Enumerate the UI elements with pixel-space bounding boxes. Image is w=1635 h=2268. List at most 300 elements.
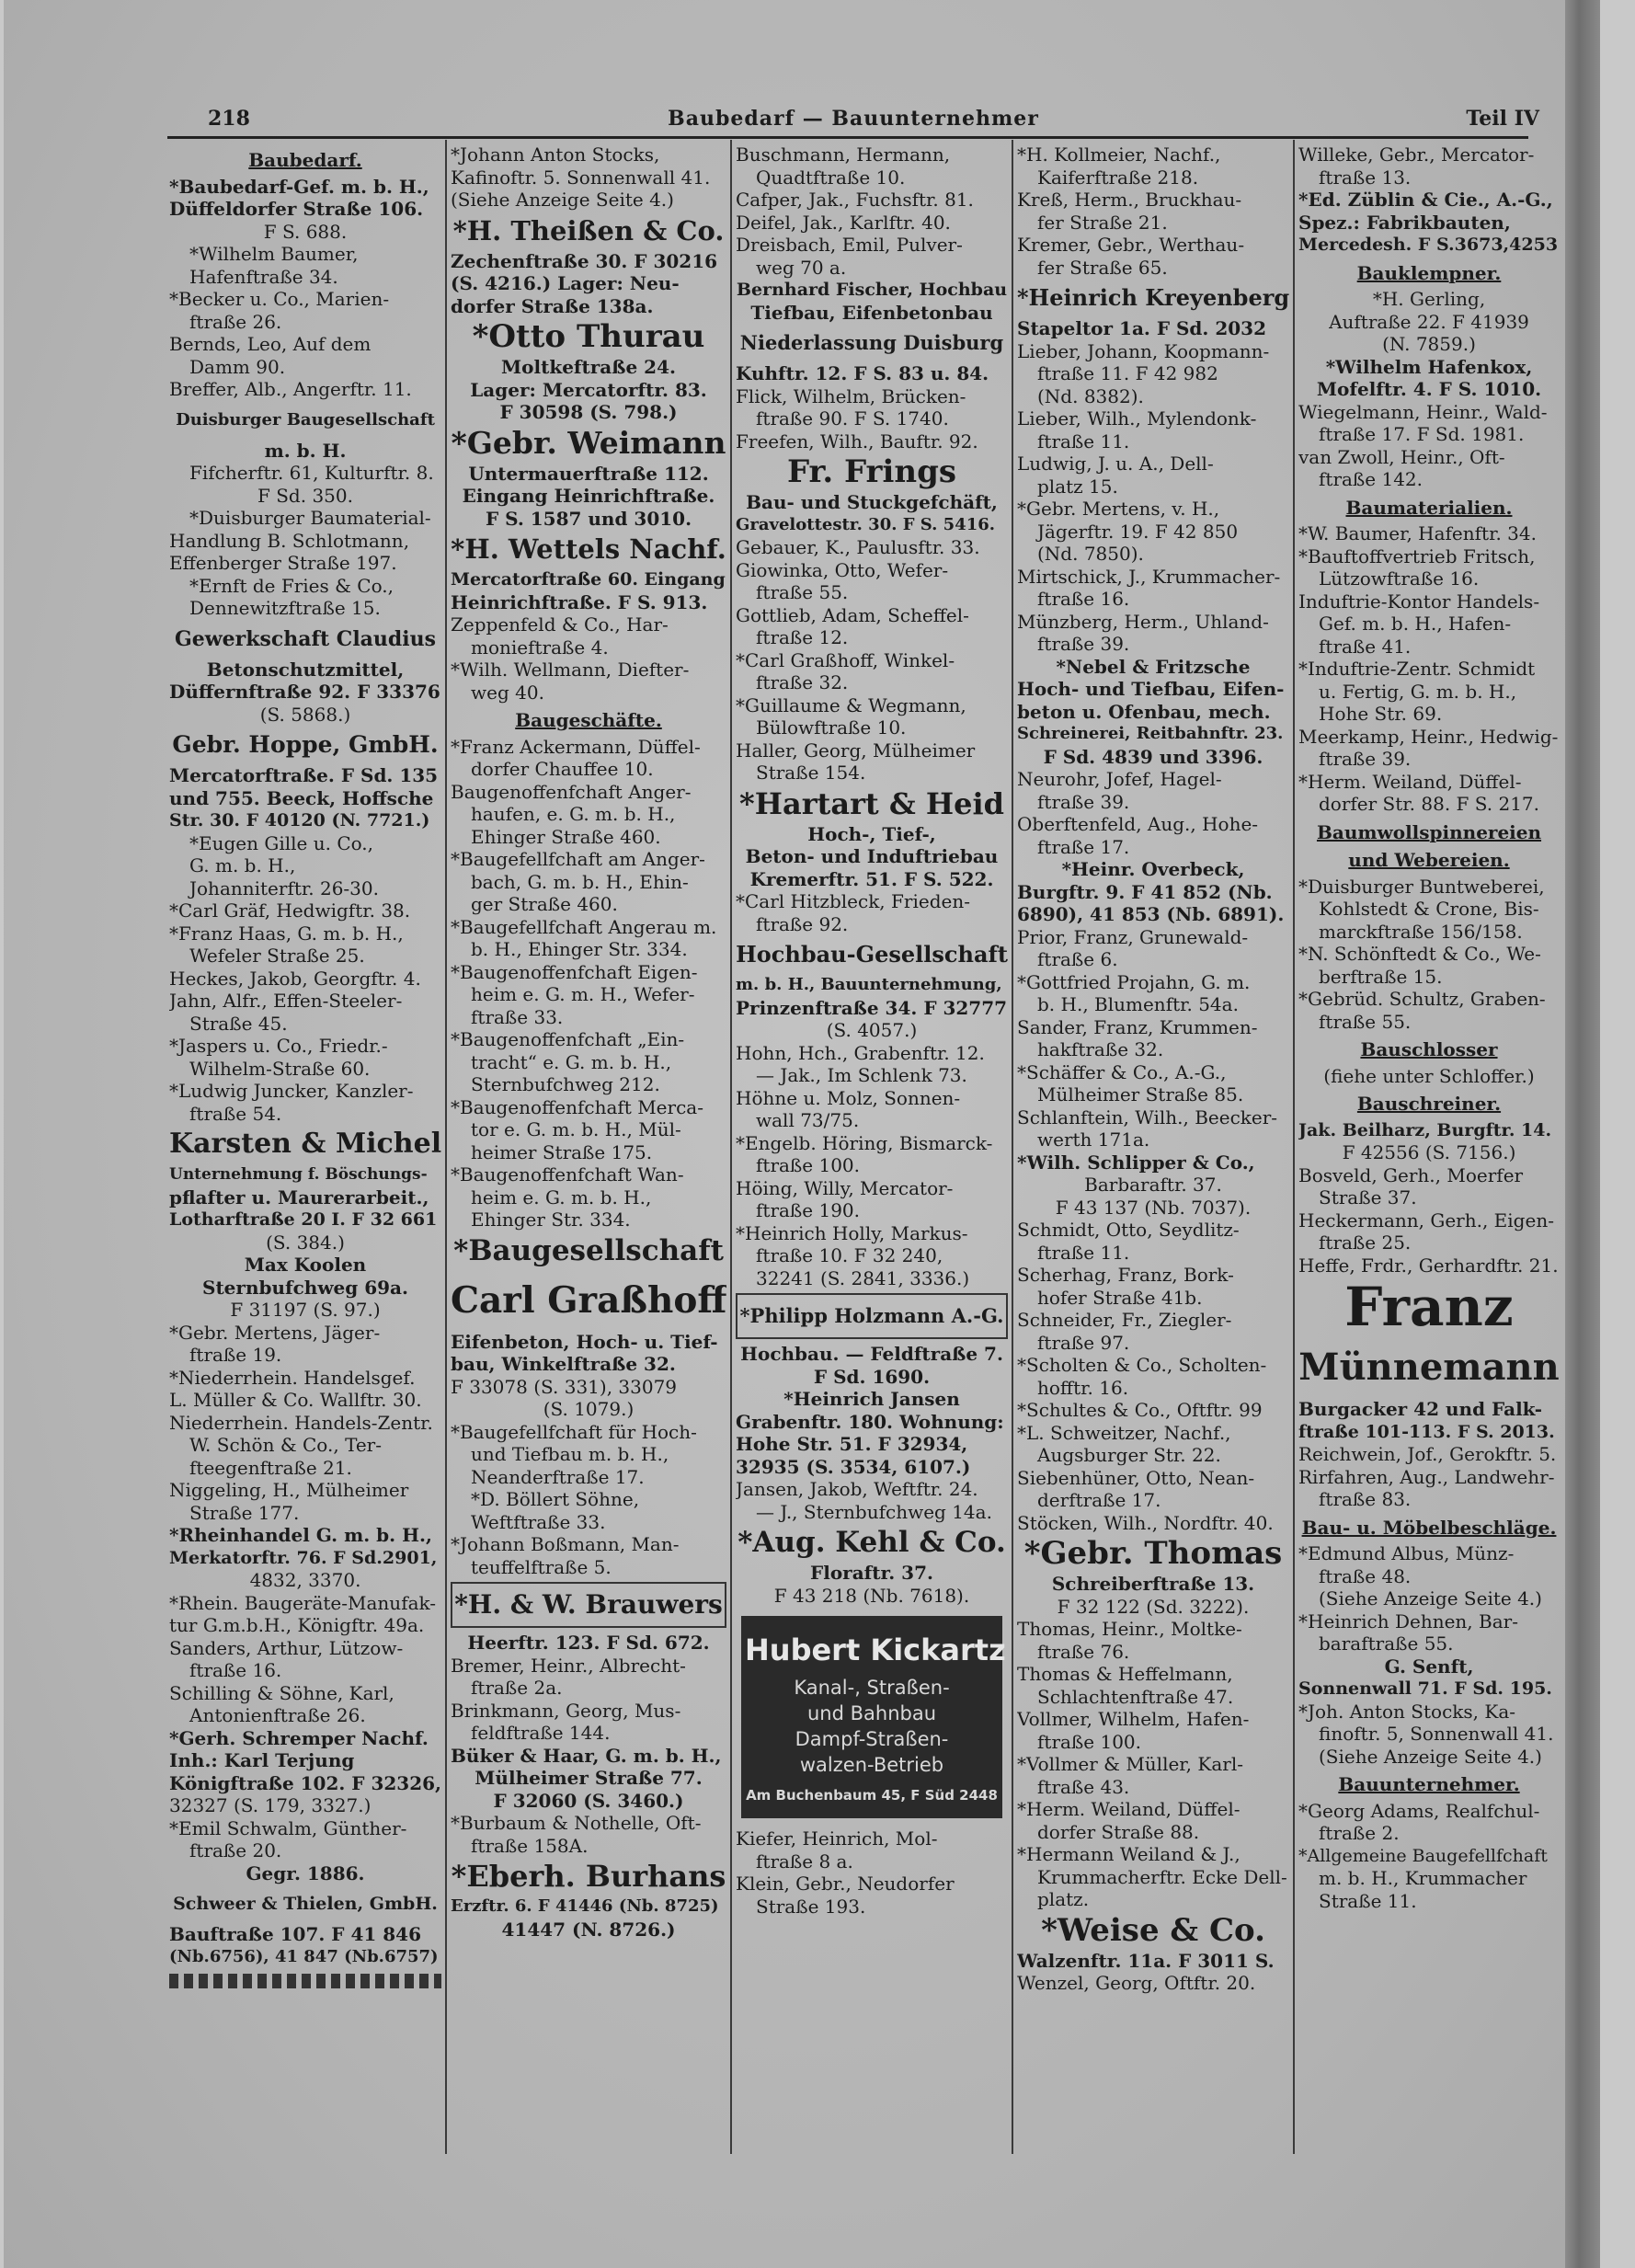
- directory-entry-line: Heerftr. 123. F Sd. 672.: [467, 1632, 710, 1654]
- directory-entry-line: Merkatorftr. 76. F Sd.2901,: [169, 1547, 438, 1568]
- section-label: Teil IV: [1466, 107, 1539, 131]
- directory-entry-line: Gravelottestr. 30. F S. 5416.: [736, 514, 996, 534]
- directory-entry-line: *Becker u. Co., Marien-: [169, 288, 390, 310]
- directory-entry-line: F Sd. 4839 und 3396.: [1043, 745, 1263, 768]
- column-divider: [730, 140, 732, 2154]
- directory-entry-line: heim e. G. m. b. H.,: [471, 1186, 652, 1208]
- column-1: [169, 143, 441, 2153]
- directory-entry-line: bau, Winkelftraße 32.: [451, 1353, 676, 1375]
- directory-entry-line: *Herm. Weiland, Düffel-: [1017, 1798, 1241, 1820]
- directory-entry-line: F 32 122 (Sd. 3222).: [1057, 1595, 1250, 1618]
- column-divider: [445, 140, 447, 2154]
- directory-entry-line: haufen, e. G. m. b. H.,: [471, 803, 676, 825]
- directory-entry-line: Prinzenftraße 34. F 32777: [736, 996, 1008, 1019]
- directory-entry-line: *W. Baumer, Hafenftr. 34.: [1298, 522, 1537, 544]
- directory-entry-line: dorfer Straße 88.: [1037, 1820, 1200, 1843]
- directory-entry-line: ftraße 17. F Sd. 1981.: [1319, 423, 1525, 445]
- directory-entry-line: ftraße 19.: [189, 1344, 282, 1366]
- directory-entry-line: Bernds, Leo, Auf dem: [169, 333, 372, 355]
- display-ad-name: Duisburger Baugesellschaft: [176, 409, 435, 430]
- ad-line: Dampf-Straßen-: [795, 1728, 949, 1750]
- directory-entry-line: Eifenbeton, Hoch- u. Tief-: [451, 1330, 718, 1353]
- section-heading: und Webereien.: [1348, 849, 1510, 871]
- directory-page: [4, 0, 1600, 2268]
- directory-entry-line: Heckermann, Gerh., Eigen-: [1298, 1208, 1554, 1231]
- directory-entry-line: ftraße 39.: [1319, 748, 1412, 770]
- directory-entry-line: ftraße 16.: [189, 1659, 282, 1681]
- directory-entry-line: W. Schön & Co., Ter-: [189, 1434, 383, 1456]
- directory-entry-line: Barbaraftr. 37.: [1084, 1174, 1222, 1196]
- directory-entry-line: *Scholten & Co., Scholten-: [1017, 1354, 1267, 1376]
- directory-entry-line: Zeppenfeld & Co., Har-: [451, 613, 669, 636]
- section-heading: Bau- u. Möbelbeschläge.: [1301, 1516, 1557, 1539]
- directory-entry-line: (S. 5868.): [259, 703, 351, 726]
- directory-entry-line: Niggeling, H., Mülheimer: [169, 1479, 409, 1501]
- directory-entry-line: Erzftr. 6. F 41446 (Nb. 8725): [451, 1896, 719, 1916]
- directory-entry-line: Giowinka, Otto, Wefer-: [736, 558, 949, 581]
- directory-entry-line: Mülheimer Straße 77.: [474, 1767, 703, 1789]
- column-2: [451, 143, 726, 2153]
- directory-entry-line: Straße 193.: [756, 1895, 866, 1918]
- directory-entry-line: *Gebrüd. Schultz, Graben-: [1298, 988, 1546, 1010]
- directory-entry-line: *Baubedarf-Gef. m. b. H.,: [169, 175, 429, 198]
- directory-entry-line: *Heinrich Dehnen, Bar-: [1298, 1609, 1518, 1632]
- page-number: 218: [208, 107, 250, 131]
- directory-entry-line: (fiehe unter Schloffer.): [1323, 1064, 1535, 1087]
- directory-entry-line: m. b. H., Krummacher: [1319, 1867, 1527, 1889]
- directory-entry-line: *Gerh. Schremper Nachf.: [169, 1726, 429, 1749]
- directory-entry-line: van Zwoll, Heinr., Oft-: [1298, 445, 1505, 468]
- directory-entry-line: Kohlstedt & Crone, Bis-: [1319, 898, 1539, 920]
- display-ad-name: *Gebr. Weimann: [451, 424, 726, 461]
- directory-entry-line: Schneider, Fr., Ziegler-: [1017, 1309, 1232, 1331]
- directory-entry-line: *Schultes & Co., Oftftr. 99: [1017, 1399, 1263, 1421]
- directory-entry-line: *Rheinhandel G. m. b. H.,: [169, 1524, 432, 1546]
- directory-entry-line: *Engelb. Höring, Bismarck-: [736, 1131, 993, 1154]
- directory-entry-line: ftraße 13.: [1319, 166, 1412, 189]
- directory-entry-line: *Heinr. Overbeck,: [1061, 858, 1245, 880]
- directory-entry-line: 32241 (S. 2841, 3336.): [756, 1266, 970, 1289]
- directory-entry-line: Wilhelm-Straße 60.: [189, 1057, 371, 1080]
- directory-entry-line: F 43 137 (Nb. 7037).: [1055, 1196, 1252, 1219]
- directory-entry-line: Tiefbau, Eifenbetonbau: [750, 301, 993, 324]
- directory-entry-line: ftraße 10. F 32 240,: [756, 1244, 943, 1266]
- ad-address: Am Buchenbaum 45, F Süd 2448: [746, 1787, 998, 1804]
- directory-entry-line: ftraße 33.: [471, 1005, 564, 1028]
- directory-entry-line: Mercatorftraße. F Sd. 135: [169, 764, 439, 786]
- directory-entry-line: Burgacker 42 und Falk-: [1298, 1398, 1543, 1420]
- directory-entry-line: Düffernftraße 92. F 33376: [169, 681, 440, 703]
- directory-entry-line: ftraße 190.: [756, 1199, 861, 1221]
- directory-entry-line: Kaiferftraße 218.: [1037, 166, 1199, 189]
- directory-entry-line: *Rhein. Baugeräte-Manufak-: [169, 1591, 437, 1614]
- directory-entry-line: weg 70 a.: [756, 256, 847, 279]
- directory-entry-line: *Duisburger Buntweberei,: [1298, 875, 1545, 898]
- directory-entry-line: Kafinoftr. 5. Sonnenwall 41.: [451, 166, 711, 189]
- directory-entry-line: finoftr. 5, Sonnenwall 41.: [1319, 1723, 1554, 1745]
- directory-entry-line: Kreß, Herm., Bruckhau-: [1017, 189, 1242, 211]
- directory-entry-line: ftraße 54.: [189, 1102, 282, 1125]
- directory-entry-line: *Burbaum & Nothelle, Oft-: [451, 1812, 702, 1834]
- display-ad-name: Karsten & Michel: [169, 1128, 441, 1160]
- directory-entry-line: Prior, Franz, Grunewald-: [1017, 925, 1249, 948]
- directory-entry-line: Klein, Gebr., Neudorfer: [736, 1873, 955, 1895]
- directory-entry-line: Schilling & Söhne, Karl,: [169, 1681, 394, 1704]
- directory-entry-line: Königftraße 102. F 32326,: [169, 1771, 441, 1794]
- display-ad-name: Gebr. Hoppe, GmbH.: [172, 731, 439, 758]
- directory-entry-line: Münzberg, Herm., Uhland-: [1017, 610, 1269, 633]
- directory-entry-line: Mercatorftraße 60. Eingang: [451, 569, 726, 590]
- directory-entry-line: Stöcken, Wilh., Nordftr. 40.: [1017, 1511, 1274, 1534]
- directory-entry-line: Straße 177.: [189, 1501, 300, 1524]
- directory-entry-line: (Siehe Anzeige Seite 4.): [1319, 1587, 1542, 1609]
- directory-entry-line: Schlachtenftraße 47.: [1037, 1685, 1234, 1708]
- directory-entry-line: *Baugefellfchaft am Anger-: [451, 848, 705, 870]
- ad-line: und Bahnbau: [806, 1702, 937, 1724]
- display-ad-name: Fr. Frings: [786, 453, 956, 490]
- directory-entry-line: Handlung B. Schlotmann,: [169, 529, 410, 552]
- ornament-border: [169, 1974, 441, 1988]
- directory-entry-line: *Herm. Weiland, Düffel-: [1298, 770, 1522, 793]
- directory-entry-line: *Baugefellfchaft für Hoch-: [451, 1420, 697, 1443]
- directory-entry-line: ftraße 32.: [756, 671, 849, 693]
- column-divider: [1012, 140, 1013, 2154]
- directory-entry-line: *H. Kollmeier, Nachf.,: [1017, 143, 1221, 166]
- directory-entry-line: Sonnenwall 71. F Sd. 195.: [1298, 1678, 1552, 1699]
- directory-entry-line: hofftr. 16.: [1037, 1376, 1129, 1399]
- directory-entry-line: u. Fertig, G. m. b. H.,: [1319, 680, 1517, 703]
- directory-entry-line: Straße 37.: [1319, 1186, 1417, 1208]
- directory-entry-line: *Wilh. Schlipper & Co.,: [1017, 1151, 1255, 1174]
- directory-entry-line: ftraße 6.: [1037, 948, 1118, 970]
- directory-entry-line: tur G.m.b.H., Königftr. 49a.: [169, 1614, 425, 1636]
- directory-entry-line: *H. Gerling,: [1372, 288, 1486, 310]
- directory-entry-line: (Siehe Anzeige Seite 4.): [1319, 1745, 1542, 1768]
- directory-entry-line: tracht“ e. G. m. b. H.,: [471, 1050, 672, 1073]
- directory-entry-line: Breffer, Alb., Angerftr. 11.: [169, 378, 412, 400]
- directory-entry-line: Vollmer, Wilhelm, Hafen-: [1017, 1708, 1250, 1730]
- directory-entry-line: Brinkmann, Georg, Mus-: [451, 1699, 681, 1722]
- directory-entry-line: ftraße 48.: [1319, 1564, 1412, 1587]
- directory-entry-line: Lieber, Johann, Koopmann-: [1017, 339, 1270, 362]
- display-ad-name: *Weise & Co.: [1041, 1911, 1265, 1949]
- directory-entry-line: Lützowftraße 16.: [1319, 567, 1480, 590]
- display-ad-name: *Baugesellschaft: [453, 1233, 724, 1267]
- directory-entry-line: Gebauer, K., Paulusftr. 33.: [736, 536, 980, 558]
- directory-entry-line: Jägerftr. 19. F 42 850: [1037, 520, 1239, 543]
- directory-entry-line: Floraftr. 37.: [810, 1562, 933, 1584]
- directory-entry-line: feldftraße 144.: [471, 1722, 611, 1744]
- display-ad-name: *Gebr. Thomas: [1023, 1535, 1283, 1572]
- directory-entry-line: *Gebr. Mertens, v. H.,: [1017, 498, 1220, 520]
- directory-entry-line: b. H., Blumenftr. 54a.: [1037, 993, 1239, 1015]
- directory-entry-line: Untermauerftraße 112.: [468, 462, 709, 485]
- directory-entry-line: 32935 (S. 3534, 6107.): [736, 1455, 971, 1478]
- directory-entry-line: *Edmund Albus, Münz-: [1298, 1542, 1515, 1564]
- directory-entry-line: *L. Schweitzer, Nachf.,: [1017, 1421, 1231, 1444]
- directory-entry-line: — Jak., Im Schlenk 73.: [756, 1064, 967, 1086]
- section-heading: Baubedarf.: [248, 149, 362, 171]
- advertisement-box: [741, 1616, 1006, 1818]
- directory-entry-line: Damm 90.: [189, 355, 286, 378]
- directory-entry-line: Buschmann, Hermann,: [736, 143, 951, 166]
- directory-entry-line: Heinrichftraße. F S. 913.: [451, 590, 708, 613]
- directory-entry-line: Spez.: Fabrikbauten,: [1298, 211, 1511, 234]
- directory-entry-line: Krummacherftr. Ecke Dell-: [1037, 1865, 1287, 1888]
- directory-entry-line: F 43 218 (Nb. 7618).: [773, 1584, 970, 1607]
- directory-entry-line: Bülowftraße 10.: [756, 716, 907, 739]
- directory-entry-line: Rirfahren, Aug., Landwehr-: [1298, 1465, 1555, 1488]
- directory-entry-line: Sternbufchweg 69a.: [202, 1276, 408, 1299]
- directory-entry-line: *Nebel & Fritzsche: [1056, 655, 1251, 678]
- directory-entry-line: Bremer, Heinr., Albrecht-: [451, 1654, 686, 1677]
- directory-entry-line: Schreinerei, Reitbahnftr. 23.: [1017, 724, 1284, 743]
- directory-entry-line: *Bauftoffvertrieb Fritsch,: [1298, 544, 1536, 567]
- directory-entry-line: Freefen, Wilh., Bauftr. 92.: [736, 430, 978, 452]
- directory-entry-line: ftraße 76.: [1037, 1640, 1130, 1663]
- directory-entry-line: Kiefer, Heinrich, Mol-: [736, 1827, 938, 1850]
- directory-entry-line: 6890), 41 853 (Nb. 6891).: [1017, 903, 1285, 925]
- column-5: [1298, 143, 1560, 2153]
- directory-entry-line: ftraße 16.: [1037, 588, 1130, 610]
- directory-entry-line: b. H., Ehinger Str. 334.: [471, 938, 688, 960]
- directory-entry-line: (Siehe Anzeige Seite 4.): [451, 189, 674, 211]
- directory-entry-line: F 30598 (S. 798.): [499, 401, 678, 423]
- directory-entry-line: (Nb.6756), 41 847 (Nb.6757): [169, 1946, 439, 1966]
- directory-entry-line: Thomas, Heinr., Moltke-: [1017, 1618, 1242, 1640]
- directory-entry-line: *Gottfried Projahn, G. m.: [1017, 970, 1251, 993]
- directory-entry-line: Effenberger Straße 197.: [169, 552, 397, 574]
- directory-entry-line: Mercedesh. F S.3673,4253: [1298, 235, 1559, 255]
- directory-entry-line: Scherhag, Franz, Bork-: [1017, 1264, 1234, 1286]
- directory-entry-line: (N. 7859.): [1382, 333, 1476, 355]
- directory-entry-line: Gottlieb, Adam, Scheffel-: [736, 603, 969, 626]
- directory-entry-line: Schreiberftraße 13.: [1051, 1573, 1255, 1595]
- directory-entry-line: *Baugenoffenfchaft Merca-: [451, 1095, 703, 1118]
- directory-entry-line: platz 15.: [1037, 475, 1118, 498]
- directory-entry-line: Hohn, Hch., Grabenftr. 12.: [736, 1041, 985, 1064]
- directory-entry-line: *Carl Graßhoff, Winkel-: [736, 648, 955, 671]
- directory-entry-line: ftraße 2a.: [471, 1677, 563, 1699]
- directory-entry-line: wall 73/75.: [756, 1109, 860, 1131]
- directory-entry-line: ftraße 90. F S. 1740.: [756, 407, 949, 430]
- directory-entry-line: *Ludwig Juncker, Kanzler-: [169, 1080, 414, 1102]
- display-ad-name: *H. Wettels Nachf.: [451, 533, 726, 565]
- directory-entry-line: Mirtschick, J., Krummacher-: [1017, 565, 1281, 588]
- directory-entry-line: Hochbau. — Feldftraße 7.: [740, 1343, 1003, 1365]
- directory-entry-line: *Baugenoffenfchaft Eigen-: [451, 960, 698, 983]
- directory-entry-line: Max Koolen: [244, 1254, 367, 1276]
- directory-entry-line: *Johann Boßmann, Man-: [451, 1533, 680, 1555]
- directory-entry-line: (Nd. 7850).: [1037, 543, 1144, 565]
- directory-entry-line: Heffe, Frdr., Gerhardftr. 21.: [1298, 1254, 1559, 1277]
- directory-entry-line: derftraße 17.: [1037, 1489, 1161, 1511]
- directory-entry-line: Flick, Wilhelm, Brücken-: [736, 384, 966, 407]
- directory-entry-line: Niederrhein. Handels-Zentr.: [169, 1411, 433, 1434]
- directory-entry-line: Antonienftraße 26.: [189, 1704, 366, 1726]
- directory-entry-line: *Induftrie-Zentr. Schmidt: [1298, 658, 1536, 680]
- display-ad-name: *Heinrich Kreyenberg: [1017, 284, 1289, 311]
- directory-entry-line: Moltkeftraße 24.: [501, 356, 676, 378]
- directory-entry-line: ftraße 11.: [1037, 430, 1130, 452]
- directory-entry-line: Straße 154.: [756, 762, 866, 784]
- directory-entry-line: *Heinrich Jansen: [783, 1388, 960, 1410]
- directory-entry-line: — J., Sternbufchweg 14a.: [756, 1500, 992, 1523]
- directory-entry-line: Wiegelmann, Heinr., Wald-: [1298, 400, 1548, 423]
- directory-entry-line: Str. 30. F 40120 (N. 7721.): [169, 810, 430, 830]
- directory-entry-line: Dreisbach, Emil, Pulver-: [736, 234, 963, 256]
- directory-entry-line: ftraße 100.: [1037, 1730, 1142, 1753]
- directory-entry-line: *Joh. Anton Stocks, Ka-: [1298, 1700, 1515, 1723]
- directory-entry-line: ftraße 43.: [1037, 1775, 1130, 1798]
- directory-entry-line: ftraße 25.: [1319, 1231, 1412, 1254]
- directory-entry-line: Zechenftraße 30. F 30216: [451, 249, 718, 272]
- header-rule: [167, 136, 1528, 139]
- directory-entry-line: *Carl Gräf, Hedwigftr. 38.: [169, 899, 411, 922]
- directory-entry-line: 4832, 3370.: [249, 1569, 361, 1591]
- directory-entry-line: *Georg Adams, Realfchul-: [1298, 1799, 1540, 1822]
- directory-entry-line: (S. 4216.) Lager: Neu-: [451, 272, 680, 294]
- column-divider: [1293, 140, 1295, 2154]
- directory-entry-line: ftraße 41.: [1319, 635, 1412, 658]
- directory-entry-line: ftraße 11. F 42 982: [1037, 362, 1218, 384]
- directory-entry-line: (S. 384.): [266, 1231, 345, 1254]
- directory-entry-line: Neanderftraße 17.: [471, 1465, 645, 1488]
- directory-entry-line: *Heinrich Holly, Markus-: [736, 1221, 968, 1244]
- directory-entry-line: *Vollmer & Müller, Karl-: [1017, 1753, 1243, 1775]
- directory-entry-line: *N. Schönftedt & Co., We-: [1298, 943, 1541, 965]
- directory-entry-line: m. b. H.: [264, 439, 347, 462]
- directory-entry-line: und 755. Beeck, Hoffsche: [169, 786, 434, 809]
- directory-entry-line: Mofelftr. 4. F S. 1010.: [1316, 378, 1542, 400]
- display-ad-name: *H. & W. Brauwers: [451, 1582, 726, 1628]
- directory-entry-line: ftraße 20.: [189, 1839, 282, 1861]
- directory-entry-line: Schlanftein, Wilh., Beecker-: [1017, 1105, 1278, 1128]
- section-heading: Bauunternehmer.: [1338, 1773, 1520, 1795]
- directory-entry-line: ftraße 2.: [1319, 1822, 1400, 1844]
- directory-entry-line: ftraße 55.: [756, 581, 849, 603]
- directory-entry-line: monieftraße 4.: [471, 636, 609, 659]
- directory-entry-line: Lieber, Wilh., Mylendonk-: [1017, 407, 1257, 430]
- page-header: [167, 103, 1539, 136]
- directory-entry-line: ftraße 92.: [756, 912, 849, 935]
- directory-entry-line: *Baugenoffenfchaft Wan-: [451, 1163, 684, 1186]
- directory-entry-line: *Gebr. Mertens, Jäger-: [169, 1321, 381, 1344]
- section-heading: Bauschlosser: [1360, 1038, 1498, 1060]
- directory-entry-line: Mülheimer Straße 85.: [1037, 1083, 1244, 1105]
- directory-entry-line: *Baugefellfchaft Angerau m.: [451, 915, 717, 938]
- directory-entry-line: Lager: Mercatorftr. 83.: [470, 378, 707, 401]
- directory-entry-line: Sanders, Arthur, Lützow-: [169, 1636, 404, 1659]
- directory-entry-line: *Duisburger Baumaterial-: [189, 507, 431, 529]
- directory-entry-line: dorfer Straße 138a.: [451, 294, 654, 317]
- display-ad-name: Niederlassung Duisburg: [739, 331, 1004, 354]
- directory-entry-line: Gegr. 1886.: [246, 1861, 365, 1884]
- directory-entry-line: *Guillaume & Wegmann,: [736, 693, 966, 716]
- directory-entry-line: ftraße 39.: [1037, 633, 1130, 655]
- directory-entry-line: fer Straße 21.: [1037, 211, 1168, 234]
- directory-entry-line: dorfer Chauffee 10.: [471, 758, 654, 780]
- directory-entry-line: dorfer Str. 88. F S. 217.: [1319, 793, 1540, 815]
- directory-entry-line: G. m. b. H.,: [189, 854, 296, 876]
- directory-entry-line: *Eugen Gille u. Co.,: [189, 831, 374, 854]
- directory-entry-line: fer Straße 65.: [1037, 256, 1168, 279]
- directory-entry-line: Wefeler Straße 25.: [189, 945, 365, 967]
- directory-entry-line: *Baugenoffenfchaft „Ein-: [451, 1028, 685, 1050]
- display-ad-name: Hochbau-Gesellschaft: [736, 941, 1008, 968]
- directory-entry-line: ftraße 158A.: [471, 1834, 589, 1857]
- directory-entry-line: ger Straße 460.: [471, 893, 618, 915]
- directory-entry-line: weg 40.: [471, 681, 544, 704]
- directory-entry-line: G. Senft,: [1384, 1655, 1474, 1678]
- directory-entry-line: Cafper, Jak., Fuchsftr. 81.: [736, 189, 974, 211]
- display-ad-name: *Hartart & Heid: [738, 785, 1004, 821]
- page-edge: [1565, 0, 1600, 2268]
- directory-entry-line: Quadtftraße 10.: [756, 166, 906, 189]
- directory-entry-line: *Franz Ackermann, Düffel-: [451, 735, 701, 758]
- directory-entry-line: Augsburger Str. 22.: [1037, 1444, 1221, 1466]
- directory-entry-line: ftraße 12.: [756, 626, 849, 648]
- ad-title: Hubert Kickartz: [745, 1632, 1006, 1667]
- directory-entry-line: Straße 45.: [189, 1012, 288, 1035]
- directory-entry-line: 41447 (N. 8726.): [501, 1918, 676, 1941]
- directory-entry-line: heim e. G. m. H., Wefer-: [471, 983, 695, 1005]
- directory-entry-line: Bauftraße 107. F 41 846: [169, 1923, 422, 1945]
- directory-entry-line: werth 171a.: [1037, 1128, 1150, 1151]
- directory-entry-line: Jansen, Jakob, Weftftr. 24.: [736, 1478, 978, 1500]
- directory-entry-line: F S. 1587 und 3010.: [485, 507, 692, 530]
- ad-line: walzen-Betrieb: [799, 1754, 944, 1776]
- section-heading: Bauschreiner.: [1356, 1093, 1502, 1115]
- display-ad-name: Schweer & Thielen, GmbH.: [173, 1894, 438, 1914]
- directory-entry-line: Gef. m. b. H., Hafen-: [1319, 613, 1512, 635]
- directory-entry-line: Kremer, Gebr., Werthau-: [1017, 234, 1245, 256]
- directory-entry-line: ftraße 11.: [1037, 1241, 1130, 1264]
- directory-entry-line: Bosveld, Gerh., Moerfer: [1298, 1163, 1524, 1186]
- directory-entry-line: ftraße 39.: [1037, 790, 1130, 813]
- directory-entry-line: Schmidt, Otto, Seydlitz-: [1017, 1219, 1240, 1241]
- directory-entry-line: Bernhard Fischer, Hochbau: [736, 280, 1008, 300]
- directory-entry-line: Straße 11.: [1319, 1889, 1417, 1912]
- display-ad-name: *Philipp Holzmann A.-G.: [736, 1293, 1008, 1339]
- directory-entry-line: Haller, Georg, Mülheimer: [736, 739, 976, 762]
- directory-entry-line: ftraße 101-113. F S. 2013.: [1298, 1421, 1555, 1442]
- display-ad-name: Münnemann: [1298, 1346, 1560, 1389]
- directory-entry-line: Weftftraße 33.: [471, 1510, 606, 1533]
- directory-entry-line: Inh.: Karl Terjung: [169, 1749, 355, 1771]
- directory-entry-line: Lotharftraße 20 I. F 32 661: [169, 1209, 438, 1230]
- directory-entry-line: platz.: [1037, 1888, 1090, 1910]
- directory-entry-line: F S. 688.: [263, 220, 348, 243]
- page-title: Baubedarf — Bauunternehmer: [668, 107, 1039, 131]
- directory-entry-line: Deifel, Jak., Karlftr. 40.: [736, 211, 951, 234]
- directory-entry-line: ftraße 8 a.: [756, 1850, 853, 1873]
- directory-entry-line: heimer Straße 175.: [471, 1140, 653, 1163]
- directory-entry-line: Reichwein, Jof., Gerokftr. 5.: [1298, 1443, 1557, 1465]
- directory-entry-line: Siebenhüner, Otto, Nean-: [1017, 1466, 1255, 1489]
- directory-entry-line: Bau- und Stuckgefchäft,: [746, 491, 998, 513]
- directory-entry-line: pflafter u. Maurerarbeit.,: [169, 1186, 429, 1208]
- directory-entry-line: Jak. Beilharz, Burgftr. 14.: [1298, 1119, 1552, 1140]
- directory-entry-line: *Jaspers u. Co., Friedr.-: [169, 1035, 388, 1057]
- directory-entry-line: Kremerftr. 51. F S. 522.: [749, 867, 994, 890]
- directory-entry-line: Sternbufchweg 212.: [471, 1073, 660, 1095]
- directory-entry-line: Grabenftr. 180. Wohnung:: [736, 1410, 1004, 1433]
- directory-entry-line: und Tiefbau m. b. H.,: [471, 1443, 669, 1465]
- directory-entry-line: Höhne u. Molz, Sonnen-: [736, 1086, 961, 1109]
- directory-entry-line: ftraße 17.: [1037, 835, 1130, 858]
- directory-entry-line: *Wilh. Wellmann, Diefter-: [451, 659, 690, 681]
